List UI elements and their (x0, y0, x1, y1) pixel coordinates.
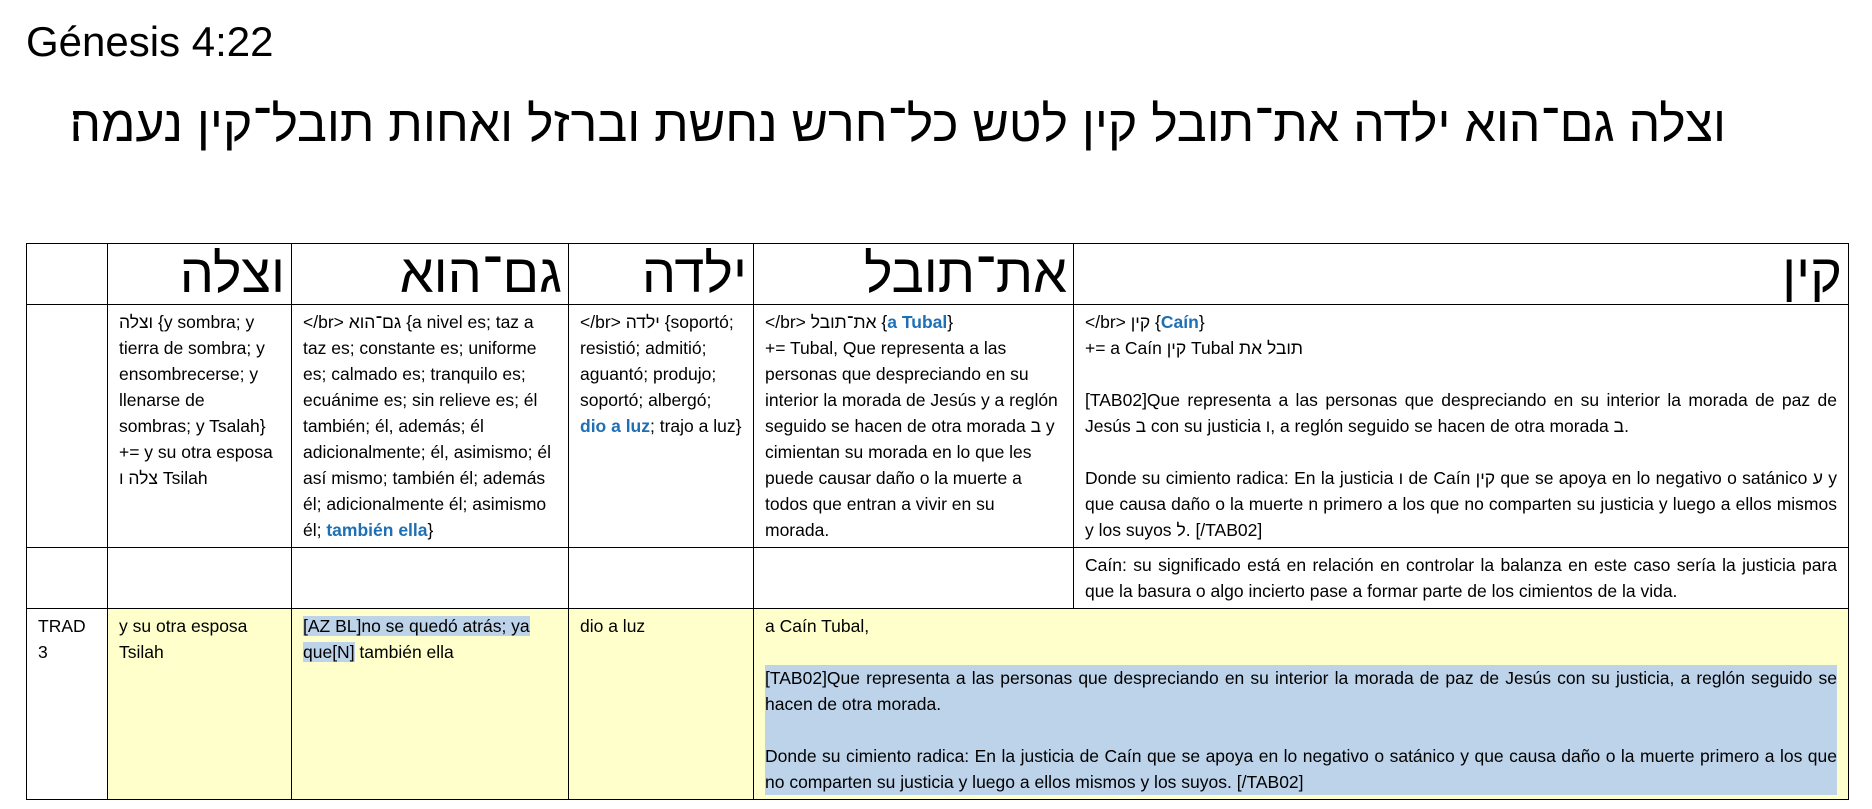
note-cell: Caín: su significado está en relación en controlar la balanza en este caso sería la justicia para que la basura o algo incierto pase a formar parte de los cimientos de la vida. (1074, 548, 1849, 609)
commentary-paragraph: [TAB02]Que representa a las personas que despreciando en su interior la morada de paz de Jesús ב con su justicia ו, a reglón seguido se hacen de otra morada ב. (1085, 390, 1837, 436)
selected-gloss: también ella (326, 520, 428, 540)
gloss-text: </br> את־תובל { (765, 312, 888, 332)
gloss-text: </br> קין { (1085, 312, 1161, 332)
gloss-cell (569, 305, 754, 548)
row-label-empty (27, 305, 108, 548)
interlinear-table (26, 243, 1849, 800)
gloss-translation: += y su otra esposa צלה ו Tsilah (119, 442, 273, 488)
headword: וצלה (179, 244, 285, 304)
headword: קין (1782, 244, 1842, 304)
gloss-cell (292, 305, 569, 548)
headword: את־תובל (863, 244, 1067, 304)
empty-cell (754, 548, 1074, 609)
gloss-text: </br> ילדה {soportó; resistió; admitió; aguantó; produjo; soportó; albergó; (580, 312, 734, 410)
gloss-cell (754, 305, 1074, 548)
gloss-text-end: ; trajo a luz} (650, 416, 742, 436)
translation-text: a Caín Tubal, (765, 616, 870, 636)
translation-row (27, 609, 1849, 800)
gloss-cell (108, 305, 292, 548)
gloss-text-end: } (947, 312, 954, 332)
gloss-translation: += a Caín קין Tubal תובל את (1085, 338, 1303, 358)
translation-cell: y su otra esposa Tsilah (108, 609, 292, 800)
empty-cell (108, 548, 292, 609)
row-label-empty (27, 244, 108, 305)
selected-gloss: Caín (1160, 312, 1199, 332)
gloss-translation: += Tubal, Que representa a las personas que despreciando en su interior la morada de Jesús y a reglón seguido se hacen de otra morada ב y cimientan su morada en lo que les puede causar daño o la muerte a todos que entran a vivir en su morada. (765, 338, 1058, 540)
gloss-text-end: } (1198, 312, 1205, 332)
commentary-paragraph: Donde su cimiento radica: En la justicia ו de Caín קין que se apoya en lo negativo o satánico ע y que causa daño o la muerte n primero a los que no comparten su justicia y luego a ellos mismos y los suyos ל. [/TAB02] (1085, 468, 1837, 540)
highlighted-paragraph: Donde su cimiento radica: En la justicia de Caín que se apoya en lo negativo o satánico y que causa daño o la muerte primero a los que no comparten su justicia y luego a ellos mismos y los suyos. [/TAB02] (765, 743, 1837, 795)
selected-gloss: dio a luz (580, 416, 650, 436)
headword-cell (108, 244, 292, 305)
note-row (27, 548, 1849, 609)
headword-cell (754, 244, 1074, 305)
gloss-row (27, 305, 1849, 548)
selected-gloss: a Tubal (887, 312, 948, 332)
gloss-text-end: } (427, 520, 434, 540)
verse-reference: Génesis 4:22 (26, 18, 274, 65)
headword-row (27, 244, 1849, 305)
verse-hebrew-text: וצלה גם־הוא ילדה את־תובל קין לטש כל־חרש נחשת וברזל ואחות תובל־קין נעמה׃ (69, 96, 1726, 152)
empty-cell (292, 548, 569, 609)
row-label: TRAD 3 (27, 609, 108, 800)
headword: ילדה (641, 244, 747, 304)
empty-cell (569, 548, 754, 609)
highlighted-text: [AZ BL]no se quedó atrás; ya que[N] (303, 616, 530, 662)
translation-cell-merged (754, 609, 1849, 800)
gloss-text: וצלה {y sombra; y tierra de sombra; y ensombrecerse; y llenarse de sombras; y Tsalah} (119, 312, 266, 436)
gloss-text: </br> גם־הוא {a nivel es; taz a taz es; constante es; uniforme es; calmado es; tranquilo es; ecuánime es; sin relieve es; él también; él, además; él adicionalmente; él, asimismo; él así mismo; también él; además él; adicionalmente él; asimismo él; (303, 312, 552, 540)
headword-cell (292, 244, 569, 305)
headword-cell (1074, 244, 1849, 305)
headword-cell (569, 244, 754, 305)
highlighted-paragraph: [TAB02]Que representa a las personas que despreciando en su interior la morada de paz de Jesús con su justicia, a reglón seguido se hacen de otra morada. (765, 665, 1837, 717)
gloss-cell (1074, 305, 1849, 548)
translation-text: también ella (354, 642, 454, 662)
translation-cell: dio a luz (569, 609, 754, 800)
headword: גם־הוא (399, 244, 562, 304)
empty-cell (27, 548, 108, 609)
translation-cell (292, 609, 569, 800)
